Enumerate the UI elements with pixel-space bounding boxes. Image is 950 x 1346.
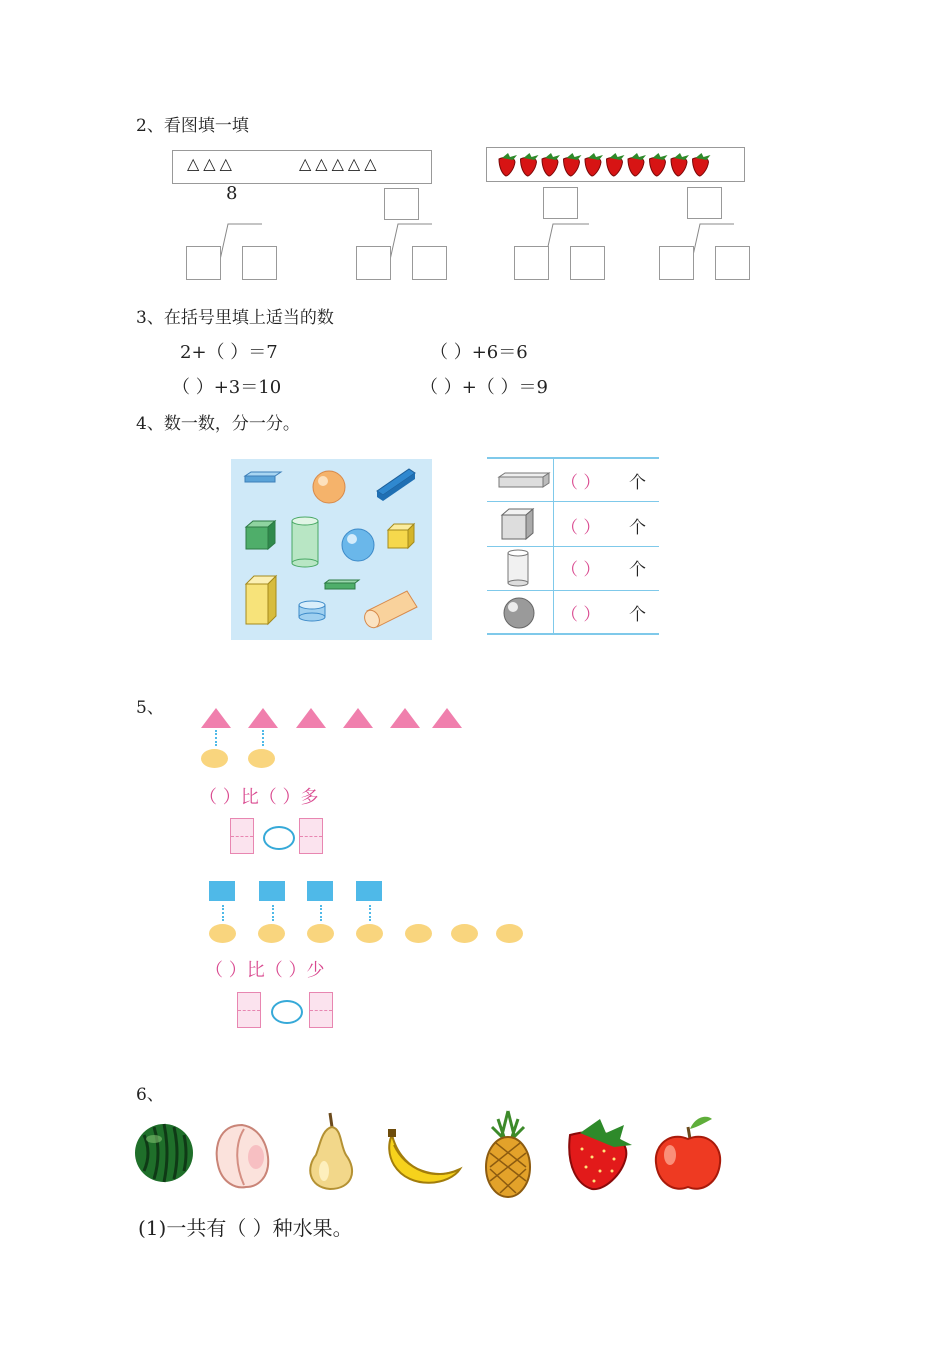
orange-lying-cylinder-icon (362, 591, 417, 630)
long-blue-bar-icon (377, 469, 415, 501)
answer-box-strawberry-total-a[interactable] (543, 187, 578, 219)
split-box-4b[interactable] (715, 246, 750, 280)
compare-less-text[interactable]: （ ）比（ ）少 (205, 960, 325, 981)
table-sphere-icon (504, 598, 534, 628)
small-strawberry-icon (585, 153, 603, 176)
split-box-3a[interactable] (514, 246, 549, 280)
section6-question: (1)一共有（ ）种水果。 (138, 1216, 353, 1240)
circle-icon (451, 924, 478, 943)
split-box-2b[interactable] (412, 246, 447, 280)
peach-icon (217, 1125, 269, 1187)
orange-sphere-icon (313, 471, 345, 503)
small-strawberry-icon (607, 153, 625, 176)
flat-cuboid-icon (245, 472, 281, 482)
compare-panel-more (175, 700, 475, 860)
equation-3: （ ）+3＝10 (172, 377, 282, 398)
compare-panel-less (195, 875, 540, 1035)
answer-box-right[interactable] (309, 992, 333, 1028)
small-strawberry-icon (499, 153, 517, 176)
fruits-row (130, 1105, 750, 1205)
strawberry-group-box (486, 147, 745, 182)
small-strawberry-icon (693, 153, 711, 176)
triangle-icon (390, 708, 420, 728)
green-cylinder-icon (292, 517, 318, 567)
pineapple-icon (486, 1111, 530, 1197)
yellow-cube-icon (388, 524, 414, 548)
equation-1: 2+（ ）＝7 (180, 342, 278, 363)
small-strawberry-icon (564, 153, 582, 176)
green-slab-icon (325, 580, 359, 589)
compare-symbol-oval[interactable] (271, 1000, 303, 1024)
triangle-icon (201, 708, 231, 728)
section4-title: 4、数一数，分一分。 (136, 414, 300, 434)
classification-table (487, 457, 659, 635)
triangle-icon (248, 708, 278, 728)
equation-2: （ ）+6＝6 (430, 342, 528, 363)
triangle-icon (432, 708, 462, 728)
answer-box-left[interactable] (230, 818, 254, 854)
circle-icon (258, 924, 285, 943)
small-strawberry-icon (542, 153, 560, 176)
section6-title: 6、 (136, 1085, 164, 1105)
square-icon (307, 881, 333, 901)
apple-icon (656, 1117, 720, 1189)
split-box-1a[interactable] (186, 246, 221, 280)
shapes-illustration (231, 459, 432, 640)
unit-cuboid: 个 (629, 473, 646, 493)
small-strawberry-icon (671, 153, 689, 176)
banana-icon (388, 1129, 460, 1183)
shapes-panel (231, 459, 432, 640)
pear-icon (310, 1113, 352, 1189)
short-cylinder-icon (299, 601, 325, 621)
answer-box-left[interactable] (237, 992, 261, 1028)
split-box-2a[interactable] (356, 246, 391, 280)
answer-box-left-total[interactable] (384, 188, 419, 220)
green-cube-icon (246, 521, 275, 549)
compare-symbol-oval[interactable] (263, 826, 295, 850)
circle-icon (356, 924, 383, 943)
equation-4: （ ）+（ ）＝9 (420, 377, 548, 398)
unit-cylinder: 个 (629, 560, 646, 580)
triangles-right: △△△△△ (299, 154, 381, 173)
total-number-label: 8 (226, 183, 238, 204)
answer-box-strawberry-total-b[interactable] (687, 187, 722, 219)
blue-sphere-icon (342, 529, 374, 561)
circle-icon (307, 924, 334, 943)
table-cuboid-icon (499, 473, 549, 487)
small-strawberry-icon (628, 153, 646, 176)
strawberry-icon (569, 1119, 632, 1189)
answer-box-right[interactable] (299, 818, 323, 854)
triangle-icon (296, 708, 326, 728)
yellow-tall-cuboid-icon (246, 576, 276, 624)
triangles-left: △△△ (187, 154, 236, 173)
square-icon (209, 881, 235, 901)
strawberry-row-icons (495, 151, 725, 179)
split-box-3b[interactable] (570, 246, 605, 280)
section3-title: 3、在括号里填上适当的数 (136, 308, 334, 328)
table-cylinder-icon (508, 550, 528, 586)
section2-title: 2、看图填一填 (136, 116, 249, 136)
watermelon-icon (135, 1124, 193, 1182)
count-blank-cube[interactable]: （ ） (561, 518, 601, 538)
triangle-icon (343, 708, 373, 728)
circle-icon (201, 749, 228, 768)
compare-more-text[interactable]: （ ）比（ ）多 (199, 787, 319, 808)
count-blank-cylinder[interactable]: （ ） (561, 560, 601, 580)
circle-icon (405, 924, 432, 943)
split-box-4a[interactable] (659, 246, 694, 280)
square-icon (259, 881, 285, 901)
unit-sphere: 个 (629, 605, 646, 625)
unit-cube: 个 (629, 518, 646, 538)
circle-icon (209, 924, 236, 943)
circle-icon (496, 924, 523, 943)
count-blank-sphere[interactable]: （ ） (561, 605, 601, 625)
count-blank-cuboid[interactable]: （ ） (561, 473, 601, 493)
square-icon (356, 881, 382, 901)
triangle-group-box (172, 150, 432, 184)
table-shape-icons (487, 457, 553, 635)
section5-title: 5、 (136, 698, 164, 718)
small-strawberry-icon (650, 153, 668, 176)
small-strawberry-icon (521, 153, 539, 176)
split-box-1b[interactable] (242, 246, 277, 280)
table-cube-icon (502, 509, 533, 539)
circle-icon (248, 749, 275, 768)
split-lines (0, 220, 950, 280)
